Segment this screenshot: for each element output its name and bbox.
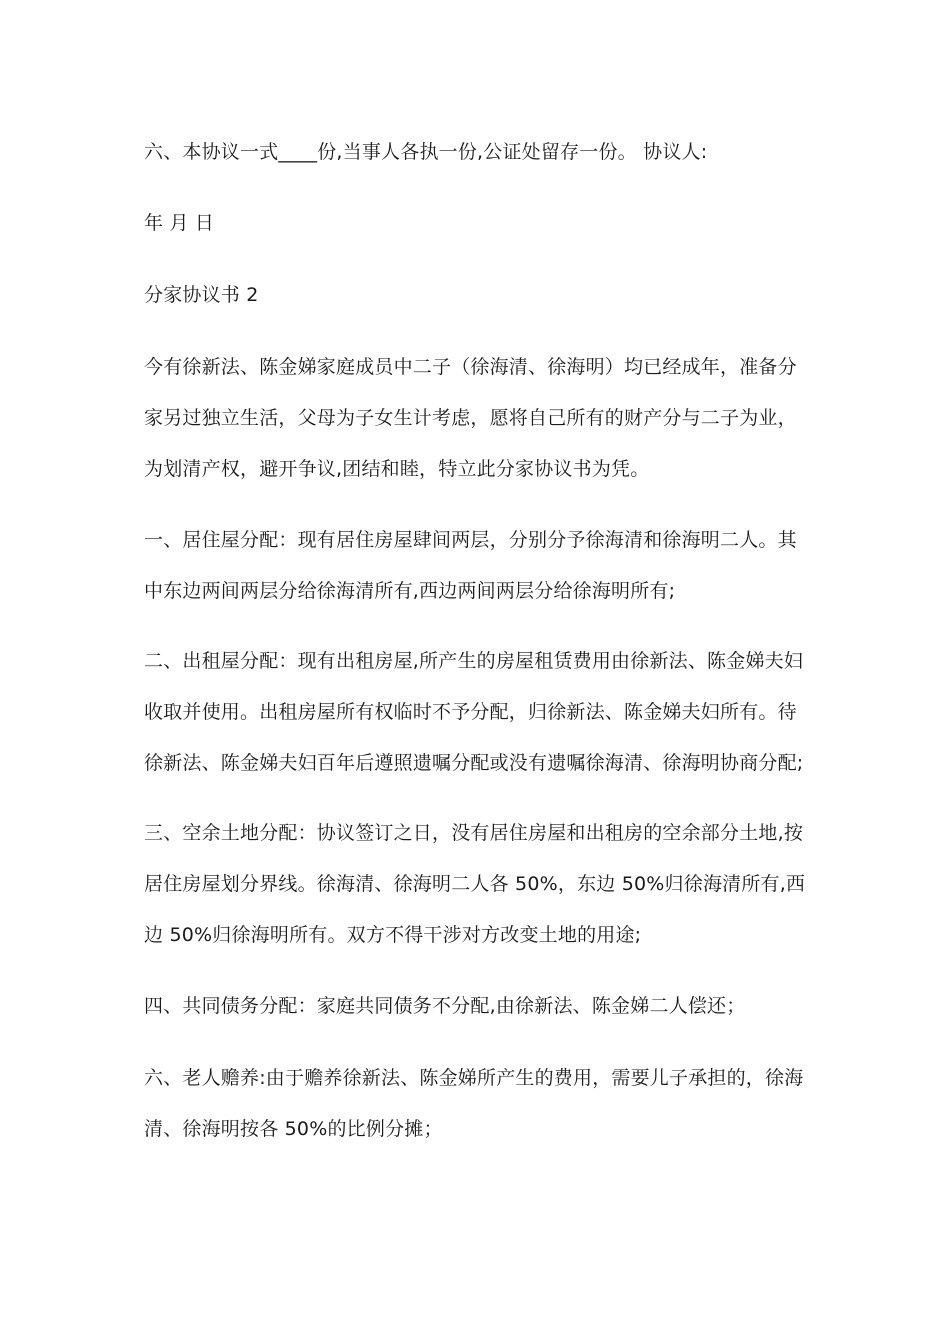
clause-1-line-1: 一、居住屋分配：现有居住房屋肆间两层，分别分予徐海清和徐海明二人。其 <box>144 529 797 551</box>
clause-1-line-2: 中东边两间两层分给徐海清所有,西边两间两层分给徐海明所有; <box>144 580 676 602</box>
clause-6-line-2: 清、徐海明按各 50%的比例分摊； <box>144 1118 443 1140</box>
clause-6-line-1: 六、老人赡养:由于赡养徐新法、陈金娣所产生的费用，需要儿子承担的，徐海 <box>144 1067 804 1089</box>
clause-2-line-3: 徐新法、陈金娣夫妇百年后遵照遗嘱分配或没有遗嘱徐海清、徐海明协商分配; <box>144 752 804 774</box>
clause-3-line-3: 边 50%归徐海明所有。双方不得干涉对方改变土地的用途; <box>144 924 642 946</box>
clause-2-line-1: 二、出租屋分配：现有出租房屋,所产生的房屋租赁费用由徐新法、陈金娣夫妇 <box>144 650 804 672</box>
clause-3-line-2: 居住房屋划分界线。徐海清、徐海明二人各 50%，东边 50%归徐海清所有,西 <box>144 873 806 895</box>
date-line: 年 月 日 <box>144 212 215 234</box>
clause-2-line-2: 收取并使用。出租房屋所有权临时不予分配，归徐新法、陈金娣夫妇所有。待 <box>144 701 797 723</box>
preamble-line-3: 为划清产权，避开争议,团结和睦，特立此分家协议书为凭。 <box>144 458 650 480</box>
clause-copies: 六、本协议一式____份,当事人各执一份,公证处留存一份。 协议人: <box>144 141 708 163</box>
clause-4-line-1: 四、共同债务分配：家庭共同债务不分配,由徐新法、陈金娣二人偿还； <box>144 995 746 1017</box>
clause-3-line-1: 三、空余土地分配：协议签订之日，没有居住房屋和出租房的空余部分土地,按 <box>144 822 804 844</box>
preamble-line-1: 今有徐新法、陈金娣家庭成员中二子（徐海清、徐海明）均已经成年，准备分 <box>144 356 797 378</box>
preamble-line-2: 家另过独立生活，父母为子女生计考虑，愿将自己所有的财产分与二子为业， <box>144 407 797 429</box>
document-title: 分家协议书 2 <box>144 284 259 306</box>
